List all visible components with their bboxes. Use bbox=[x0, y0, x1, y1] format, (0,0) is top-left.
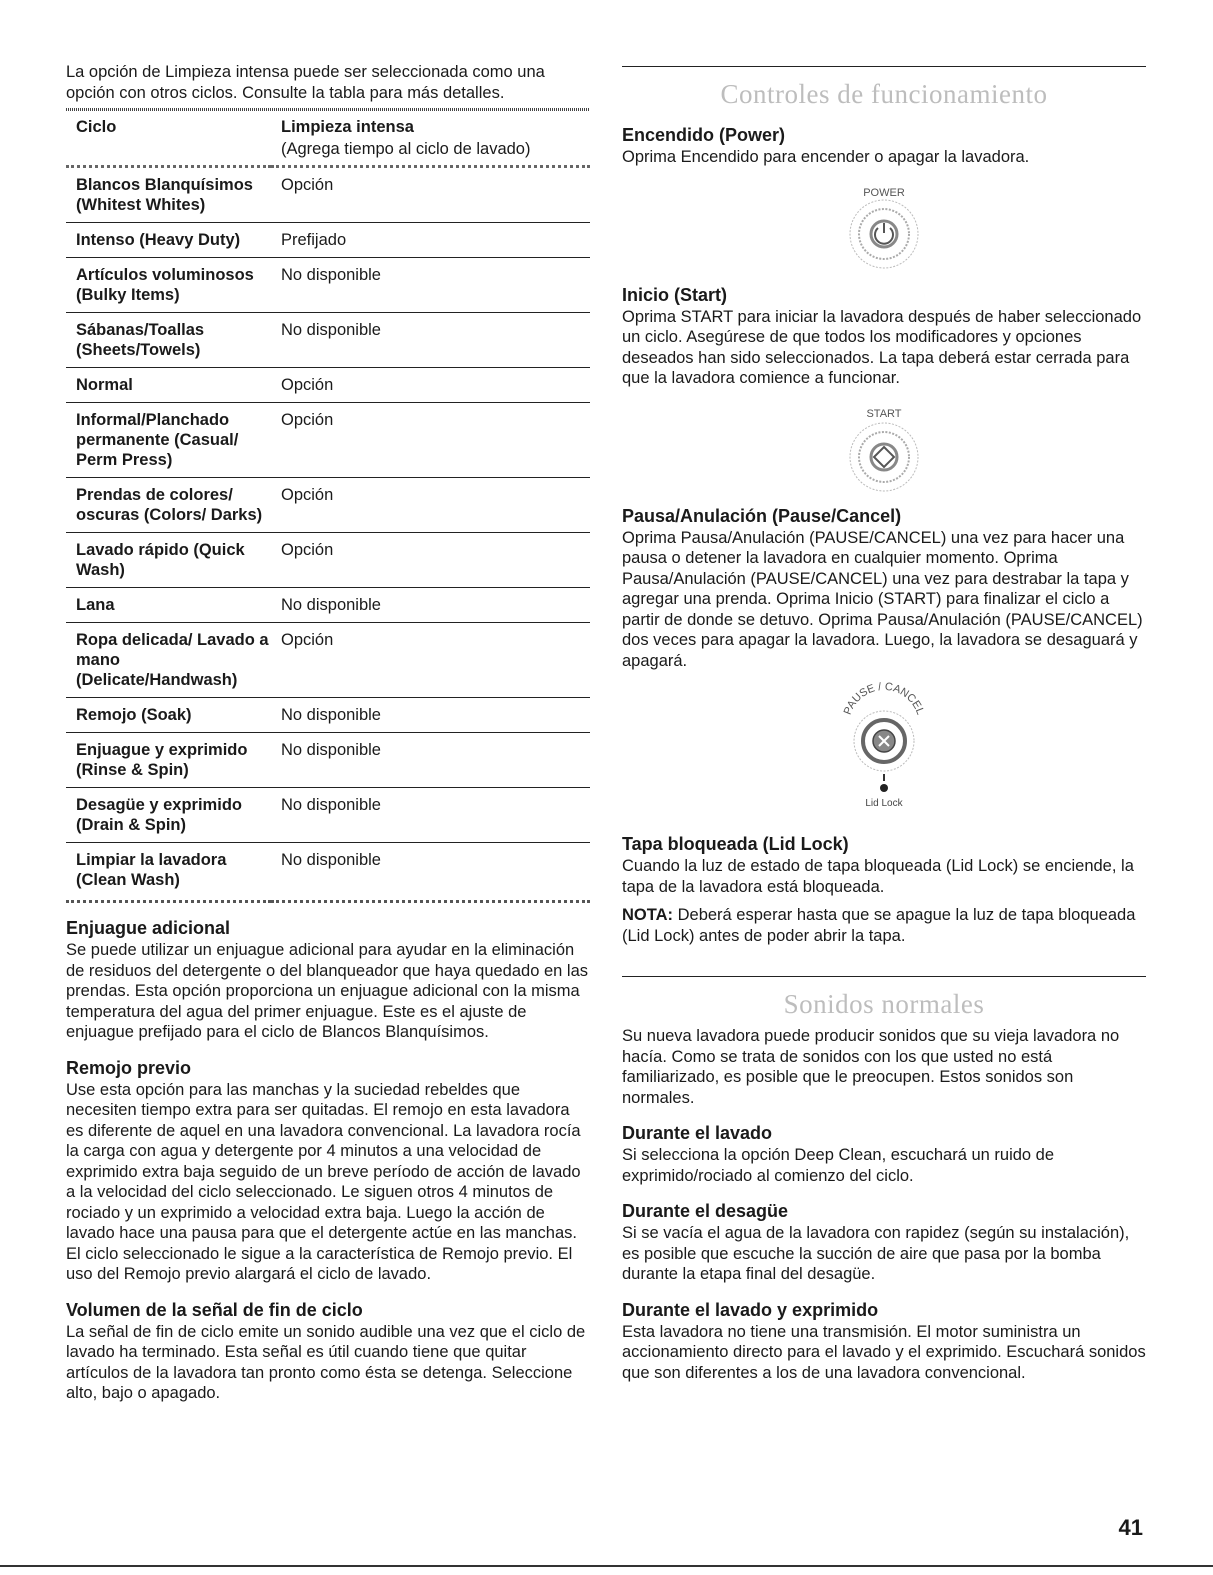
cycle-value: No disponible bbox=[271, 843, 590, 902]
section-text: Use esta opción para las manchas y la suciedad rebeldes que necesiten tiempo extra para ser quitadas. El remojo en esta lavadora es diferente de aquel en una lavadora convencional. La lavadora rocía la carga con agua y detergente por 4 minutos a una velocidad de exprimido extra baja seguido de un breve período de acción de lavado a la velocidad del ciclo seleccionado. Le siguen otros 4 minutos de rociado y un exprimido a velocidad extra baja. Luego la acción de lavado hace una pausa para que el detergente actúe en las manchas. El ciclo seleccionado le sigue a la característica de Remojo previo. El uso del Remojo previo alargará el ciclo de lavado. bbox=[66, 1080, 581, 1283]
pause-text: Oprima Pausa/Anulación (PAUSE/CANCEL) una vez para hacer una pausa o detener la lavadora en cualquier momento. Oprima Pausa/Anulación (PAUSE/CANCEL) una vez para destrabar la tapa y agregar una prenda. Oprima Inicio (START) para finalizar el ciclo a partir de donde se detuvo. Oprima Pausa/Anulación (PAUSE/CANCEL) dos veces para apagar la lavadora. Luego, la lavadora se desaguará y apagará. bbox=[622, 528, 1143, 670]
divider bbox=[622, 66, 1146, 67]
page-number: 41 bbox=[1118, 1515, 1143, 1540]
cycle-name: Remojo (Soak) bbox=[66, 698, 271, 733]
header-subtitle: (Agrega tiempo al ciclo de lavado) bbox=[271, 139, 590, 167]
table-row bbox=[66, 533, 590, 588]
header-deep-clean: Limpieza intensa bbox=[281, 118, 414, 136]
left-column bbox=[66, 62, 590, 1404]
cycle-value: No disponible bbox=[271, 733, 590, 788]
knob-label: POWER bbox=[863, 186, 905, 199]
sounds-title: Sonidos normales bbox=[783, 989, 985, 1019]
section-heading: Volumen de la señal de fin de ciclo bbox=[66, 1299, 363, 1320]
cycle-value: Opción bbox=[271, 623, 590, 698]
cycle-name: Artículos voluminosos (Bulky Items) bbox=[66, 258, 271, 313]
table-row bbox=[66, 258, 590, 313]
cycle-value: Opción bbox=[271, 478, 590, 533]
section-heading: Remojo previo bbox=[66, 1057, 192, 1078]
start-text: Oprima START para iniciar la lavadora después de haber seleccionado un ciclo. Asegúrese de que todos los modificadores y opciones deseados han sido seleccionados. La tapa deberá estar cerrada para que la lavadora comience a funcionar. bbox=[622, 307, 1142, 387]
section-text: La señal de fin de ciclo emite un sonido audible una vez que el ciclo de lavado ha terminado. Esta señal es útil cuando tiene que quitar artículos de la lavadora tan pronto como ésta se detenga. Seleccione alto, bajo o apagado. bbox=[66, 1322, 586, 1402]
cycle-value: Opción bbox=[271, 403, 590, 478]
cycle-name: Informal/Planchado permanente (Casual/ Perm Press) bbox=[66, 403, 271, 478]
sounds-intro: Su nueva lavadora puede producir sonidos que su vieja lavadora no hacía. Como se trata de sonidos con los que usted no está familiarizado, es posible que le preocupen. Estos sonidos son normales. bbox=[622, 1027, 1120, 1107]
table-row bbox=[66, 313, 590, 368]
cycle-value: No disponible bbox=[271, 588, 590, 623]
cycle-name: Normal bbox=[66, 368, 271, 403]
section-text: Se puede utilizar un enjuague adicional para ayudar en la eliminación de residuos del detergente o del blanqueador que haya quedado en las prendas. Esta opción proporciona un enjuague adicional con la misma temperatura del agua del primer enjuague. Este es el ajuste de enjuague prefijado para el ciclo de Blancos Blanquísimos. bbox=[66, 941, 588, 1041]
section-text: Esta lavadora no tiene una transmisión. El motor suministra un accionamiento directo para el lavado y el exprimido. Escuchará sonidos que son diferentes a los de una lavadora convencional. bbox=[622, 1322, 1146, 1382]
power-heading: Encendido (Power) bbox=[622, 125, 786, 145]
table-row bbox=[66, 788, 590, 843]
start-heading: Inicio (Start) bbox=[622, 284, 728, 305]
nota-label: NOTA: bbox=[622, 906, 674, 924]
cycle-value: No disponible bbox=[271, 258, 590, 313]
power-button-illustration bbox=[622, 176, 1146, 274]
intro-text: La opción de Limpieza intensa puede ser seleccionada como una opción con otros ciclos. Consulte la tabla para más detalles. bbox=[66, 63, 545, 102]
power-icon bbox=[829, 176, 939, 274]
pause-heading: Pausa/Anulación (Pause/Cancel) bbox=[622, 505, 902, 526]
cycle-value: Opción bbox=[271, 368, 590, 403]
table-row bbox=[66, 167, 590, 223]
cycle-name: Sábanas/Toallas (Sheets/Towels) bbox=[66, 313, 271, 368]
table-row bbox=[66, 478, 590, 533]
cycle-value: No disponible bbox=[271, 313, 590, 368]
lid-lock-heading: Tapa bloqueada (Lid Lock) bbox=[622, 834, 849, 854]
table-row bbox=[66, 368, 590, 403]
cycle-name: Lavado rápido (Quick Wash) bbox=[66, 533, 271, 588]
cycle-name: Intenso (Heavy Duty) bbox=[66, 223, 271, 258]
lid-lock-label: Lid Lock bbox=[865, 798, 903, 809]
cycle-name: Blancos Blanquísimos (Whitest Whites) bbox=[66, 167, 271, 223]
divider bbox=[622, 976, 1146, 977]
section-text: Si se vacía el agua de la lavadora con rapidez (según su instalación), es posible que escuche la succión de aire que pasa por la bomba durante la etapa final del desagüe. bbox=[622, 1224, 1130, 1283]
cycle-name: Prendas de colores/ oscuras (Colors/ Darks) bbox=[66, 478, 271, 533]
header-cycle: Ciclo bbox=[76, 118, 117, 136]
section-text: Si selecciona la opción Deep Clean, escuchará un ruido de exprimido/rociado al comienzo del ciclo. bbox=[622, 1146, 1055, 1185]
table-row bbox=[66, 843, 590, 902]
table-row bbox=[66, 733, 590, 788]
cycle-value: Prefijado bbox=[271, 223, 590, 258]
table-row bbox=[66, 623, 590, 698]
nota-paragraph bbox=[622, 905, 1146, 946]
cycle-value: Opción bbox=[271, 533, 590, 588]
table-row bbox=[66, 223, 590, 258]
start-button-illustration bbox=[622, 397, 1146, 497]
section-heading: Durante el lavado y exprimido bbox=[622, 1299, 879, 1320]
cycle-table bbox=[66, 111, 590, 903]
cycle-name: Desagüe y exprimido (Drain & Spin) bbox=[66, 788, 271, 843]
section-heading: Enjuague adicional bbox=[66, 918, 231, 938]
power-text: Oprima Encendido para encender o apagar la lavadora. bbox=[622, 148, 1030, 166]
cycle-value: Opción bbox=[271, 167, 590, 223]
cycle-name: Limpiar la lavadora (Clean Wash) bbox=[66, 843, 271, 902]
divider bbox=[0, 1565, 1213, 1567]
table-row bbox=[66, 698, 590, 733]
knob-label: PAUSE / CANCEL bbox=[841, 680, 927, 717]
cycle-name: Lana bbox=[66, 588, 271, 623]
pause-cancel-icon bbox=[824, 679, 944, 819]
section-heading: Durante el desagüe bbox=[622, 1201, 789, 1221]
table-row bbox=[66, 403, 590, 478]
nota-text: Deberá esperar hasta que se apague la luz de tapa bloqueada (Lid Lock) antes de poder abrir la tapa. bbox=[622, 906, 1136, 945]
cycle-value: No disponible bbox=[271, 788, 590, 843]
cycle-value: No disponible bbox=[271, 698, 590, 733]
section-heading: Durante el lavado bbox=[622, 1123, 773, 1143]
lid-lock-text: Cuando la luz de estado de tapa bloqueada (Lid Lock) se enciende, la tapa de la lavadora está bloqueada. bbox=[622, 857, 1134, 896]
cycle-name: Ropa delicada/ Lavado a mano (Delicate/Handwash) bbox=[66, 623, 271, 698]
knob-label: START bbox=[866, 407, 902, 420]
cycle-name: Enjuague y exprimido (Rinse & Spin) bbox=[66, 733, 271, 788]
start-icon bbox=[829, 397, 939, 497]
controls-title: Controles de funcionamiento bbox=[720, 79, 1048, 109]
pause-button-illustration bbox=[622, 679, 1146, 819]
right-column bbox=[622, 66, 1146, 1383]
table-row bbox=[66, 588, 590, 623]
